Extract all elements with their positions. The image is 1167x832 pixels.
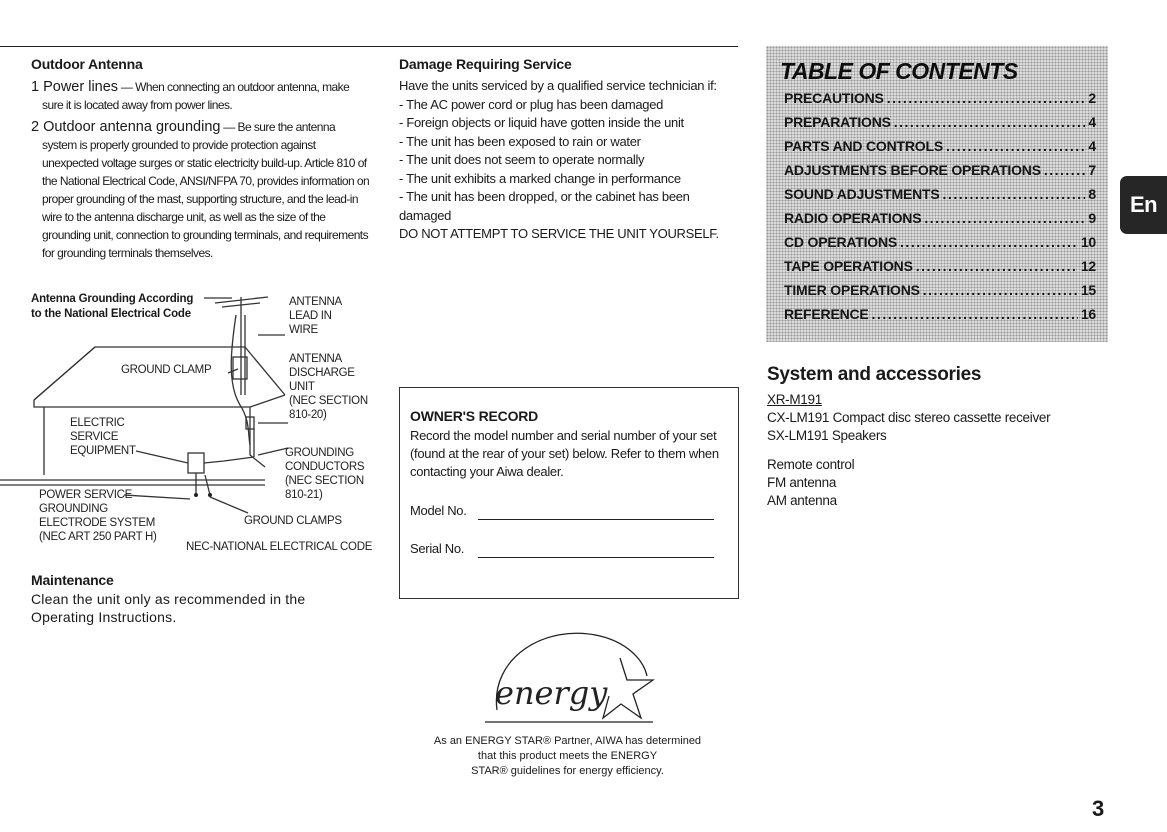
- label-line: EQUIPMENT: [70, 445, 136, 457]
- damage-heading: Damage Requiring Service: [399, 56, 572, 72]
- label-line: CONDUCTORS: [285, 461, 365, 473]
- toc-page: 8: [1088, 186, 1096, 202]
- diagram-title-line2: to the National Electrical Code: [31, 308, 191, 320]
- toc-page: 4: [1088, 138, 1096, 154]
- model-number-line: [478, 519, 714, 520]
- table-of-contents: [766, 46, 1108, 342]
- label-line: SERVICE: [70, 431, 119, 443]
- toc-page: 16: [1080, 306, 1096, 322]
- owners-record-box: [399, 387, 739, 599]
- serial-number-label: Serial No.: [410, 541, 465, 556]
- toc-page: 10: [1080, 234, 1096, 250]
- label-line: 810-21): [285, 489, 323, 501]
- electric-service-label: [70, 416, 136, 458]
- toc-page: 2: [1088, 90, 1096, 106]
- label-line: 810-20): [289, 409, 327, 421]
- antenna-grounding-item: [31, 118, 371, 262]
- list-item: - The unit does not seem to operate normally: [399, 152, 645, 167]
- nec-code-label: NEC-NATIONAL ELECTRICAL CODE: [186, 541, 373, 553]
- serial-number-field[interactable]: [410, 541, 720, 556]
- diagram-title: [31, 292, 193, 322]
- toc-label: TAPE OPERATIONS: [784, 258, 913, 274]
- toc-leader: [1044, 162, 1086, 178]
- list-item: - Foreign objects or liquid have gotten inside the unit: [399, 115, 684, 130]
- toc-entry-tape-operations[interactable]: [784, 258, 1096, 280]
- maintenance-section: [31, 572, 371, 626]
- list-item: CX-LM191 Compact disc stereo cassette receiver: [767, 410, 1051, 425]
- toc-label: TIMER OPERATIONS: [784, 282, 920, 298]
- label-line: GROUNDING: [285, 447, 354, 459]
- list-item: AM antenna: [767, 493, 837, 508]
- toc-page: 15: [1080, 282, 1096, 298]
- toc-label: ADJUSTMENTS BEFORE OPERATIONS: [784, 162, 1041, 178]
- model-number-label: Model No.: [410, 503, 467, 518]
- list-item: - The AC power cord or plug has been damaged: [399, 96, 664, 112]
- antenna-grounding-diagram: [0, 285, 380, 555]
- label-line: DISCHARGE: [289, 367, 355, 379]
- power-lines-item: [31, 78, 371, 114]
- label-line: WIRE: [289, 324, 318, 336]
- toc-label: RADIO OPERATIONS: [784, 210, 922, 226]
- grounding-conductors-label: [285, 446, 364, 502]
- toc-entry-timer-operations[interactable]: [784, 282, 1096, 304]
- toc-entry-precautions[interactable]: [784, 90, 1096, 112]
- energy-logo-text: energy: [495, 674, 608, 712]
- toc-label: PRECAUTIONS: [784, 90, 884, 106]
- caption-line: STAR® guidelines for energy efficiency.: [471, 765, 664, 777]
- toc-entry-adjustments[interactable]: [784, 162, 1096, 184]
- toc-leader: [916, 258, 1078, 274]
- toc-leader: [887, 90, 1086, 106]
- label-line: (NEC SECTION: [285, 475, 364, 487]
- antenna-grounding-text: — Be sure the antenna system is properly grounded to provide protection against unexpected voltage surges or static electricity build-up. Article 810 of the National Electrical Code, ANSI/NFPA 70, provides information on proper grounding of the mast, supporting structure, and the lead-in wire to the antenna discharge unit, as well as the size of the grounding unit, connection to grounding terminals, and requirements for grounding terminals themselves.: [42, 120, 370, 260]
- list-item: - The unit exhibits a marked change in performance: [399, 170, 681, 186]
- damage-warning: DO NOT ATTEMPT TO SERVICE THE UNIT YOURSELF.: [399, 226, 719, 241]
- caption-line: As an ENERGY STAR® Partner, AIWA has determined: [433, 735, 702, 747]
- damage-section: [399, 56, 744, 244]
- label-line: ELECTRODE SYSTEM: [39, 517, 155, 529]
- toc-label: PREPARATIONS: [784, 114, 891, 130]
- power-service-label: [39, 488, 157, 544]
- toc-label: SOUND ADJUSTMENTS: [784, 186, 940, 202]
- language-tab: En: [1120, 176, 1167, 234]
- damage-intro: Have the units serviced by a qualified service technician if:: [399, 78, 717, 93]
- label-line: ELECTRIC: [70, 417, 125, 429]
- label-line: ANTENNA: [289, 296, 342, 308]
- toc-title: TABLE OF CONTENTS: [780, 58, 1018, 84]
- damage-list: [399, 77, 744, 244]
- toc-page: 9: [1088, 210, 1096, 226]
- ground-clamp-label: GROUND CLAMP: [121, 364, 212, 376]
- list-item: FM antenna: [767, 475, 837, 490]
- antenna-grounding-lead: 2 Outdoor antenna grounding: [31, 119, 221, 135]
- toc-label: REFERENCE: [784, 306, 869, 322]
- outdoor-antenna-heading: Outdoor Antenna: [31, 56, 143, 72]
- caption-line: that this product meets the ENERGY: [477, 750, 658, 762]
- toc-page: 4: [1088, 114, 1096, 130]
- system-list: [767, 391, 1050, 510]
- toc-page: 12: [1080, 258, 1096, 274]
- list-item: SX-LM191 Speakers: [767, 428, 887, 443]
- power-lines-lead: 1 Power lines: [31, 79, 119, 95]
- page-number: 3: [1092, 796, 1105, 821]
- toc-entry-reference[interactable]: [784, 306, 1096, 328]
- toc-leader: [943, 186, 1086, 202]
- maintenance-heading: Maintenance: [31, 572, 114, 588]
- label-line: POWER SERVICE: [39, 489, 133, 501]
- toc-leader: [946, 138, 1085, 154]
- label-line: (NEC SECTION: [289, 395, 368, 407]
- system-heading: System and accessories: [767, 364, 982, 385]
- toc-page: 7: [1088, 162, 1096, 178]
- top-rule: [0, 46, 738, 47]
- label-line: UNIT: [289, 381, 315, 393]
- maintenance-text: Clean the unit only as recommended in the Operating Instructions.: [31, 591, 306, 625]
- list-item: Remote control: [767, 457, 855, 472]
- toc-leader: [900, 234, 1078, 250]
- owners-record-text: Record the model number and serial number of your set (found at the rear of your set) below. Refer to them when contacting your Aiwa dealer.: [410, 428, 719, 479]
- serial-number-line: [478, 557, 714, 558]
- outdoor-antenna-section: [31, 56, 371, 262]
- lead-in-wire-label: [289, 295, 342, 337]
- power-lines-text: — When connecting an outdoor antenna, make sure it is located away from power lines.: [42, 80, 350, 112]
- diagram-title-line1: Antenna Grounding According: [31, 293, 194, 305]
- toc-leader: [872, 306, 1078, 322]
- energy-star-caption: [405, 734, 730, 779]
- discharge-unit-label: [289, 352, 368, 422]
- model-number-field[interactable]: [410, 503, 720, 518]
- toc-entry-sound-adjustments[interactable]: [784, 186, 1096, 208]
- label-line: ANTENNA: [289, 353, 342, 365]
- toc-entry-preparations[interactable]: [784, 114, 1096, 136]
- system-model: XR-M191: [767, 392, 822, 407]
- list-item: - The unit has been exposed to rain or water: [399, 133, 641, 149]
- list-item: - The unit has been dropped, or the cabinet has been damaged: [399, 189, 690, 223]
- toc-label: CD OPERATIONS: [784, 234, 898, 250]
- label-line: (NEC ART 250 PART H): [39, 531, 157, 543]
- toc-entry-radio-operations[interactable]: [784, 210, 1096, 232]
- ground-clamps-label: GROUND CLAMPS: [244, 515, 342, 527]
- energy-star-logo: [475, 618, 655, 728]
- toc-label: PARTS AND CONTROLS: [784, 138, 943, 154]
- owners-record-heading: OWNER'S RECORD: [410, 408, 539, 424]
- toc-entry-cd-operations[interactable]: [784, 234, 1096, 256]
- toc-leader: [923, 282, 1078, 298]
- label-line: GROUNDING: [39, 503, 108, 515]
- toc-leader: [894, 114, 1086, 130]
- toc-leader: [924, 210, 1085, 226]
- toc-entry-parts-and-controls[interactable]: [784, 138, 1096, 160]
- label-line: LEAD IN: [289, 310, 332, 322]
